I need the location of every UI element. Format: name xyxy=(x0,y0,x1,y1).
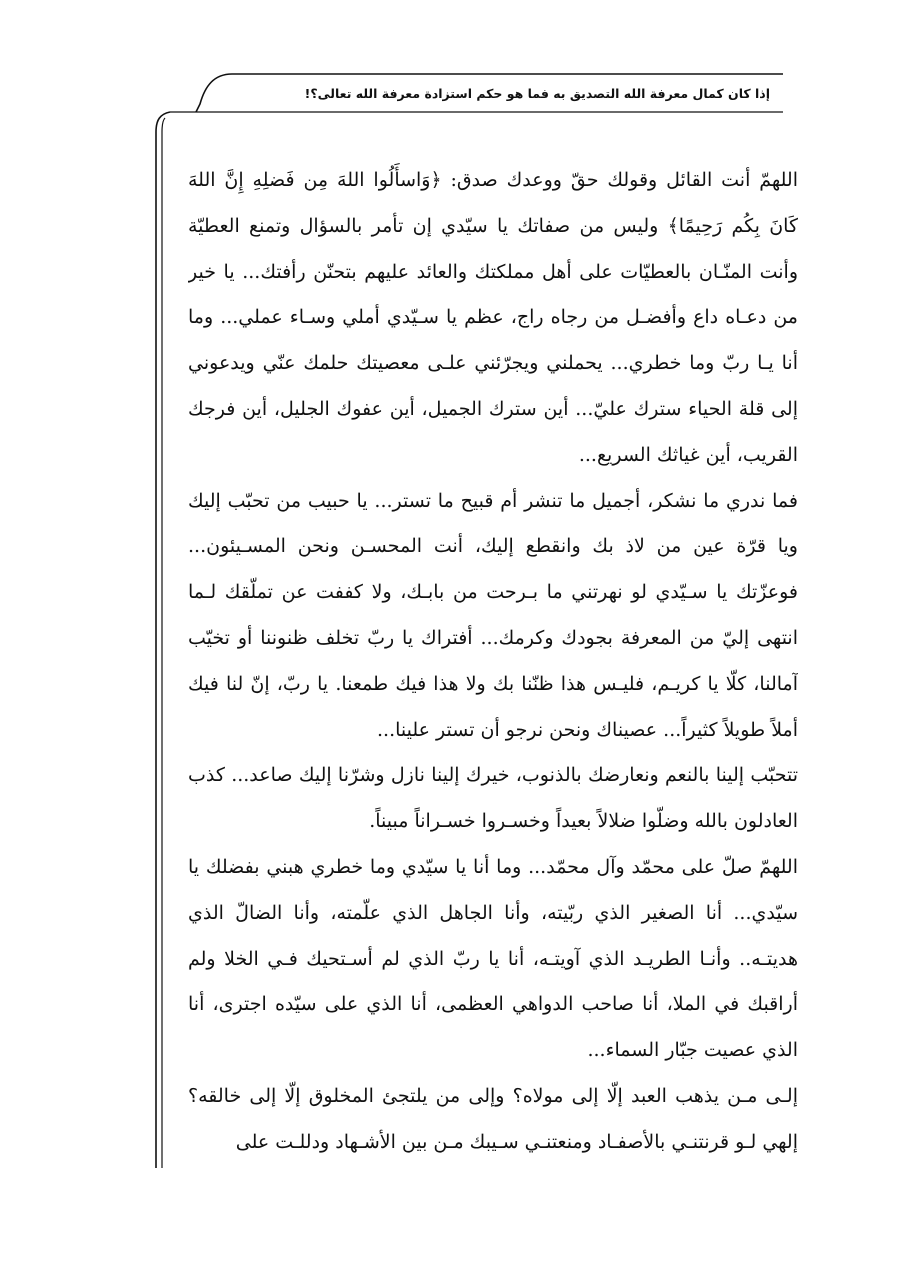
paragraph-4: اللهمّ صلّ على محمّد وآل محمّد... وما أنا يا سيّدي وما خطري هبني بفضلك يا سيّدي... أنا الصغير الذي ربّيته، وأنا الجاهل الذي علّمته، وأنا الضالّ الذي هديتـه.. وأنـا الطريـد الذي آويتـه، أنا يا ربّ الذي لم أسـتحيك فـي الخلا ولم أراقبك في الملا، أنا صاحب الدواهي العظمى، أنا الذي على سيّده اجترى، أنا الذي عصيت جبّار السماء... xyxy=(188,855,798,1062)
paragraph-1-opening: اللهمّ أنت القائل وقولك حقّ ووعدك صدق: xyxy=(441,169,798,191)
running-header: إذا كان كمال معرفة الله التصديق به فما هو حكم استزادة معرفة الله تعالى؟! xyxy=(304,86,770,101)
paragraph-1 xyxy=(188,158,798,479)
main-text xyxy=(188,158,798,1158)
paragraph-2: فما ندري ما نشكر، أجميل ما تنشر أم قبيح ما تستر... يا حبيب من تحبّب إليك ويا قرّة عين من لاذ بك وانقطع إليك، أنت المحسـن ونحن المسـيئون... فوعزّتك يا سـيّدي لو نهرتني ما بـرحت من بابـك، ولا كففت عن تملّقك لـما انتهى إليّ من المعرفة بجودك وكرمك... أفتراك يا ربّ تخلف ظنوننا أو تخيّب آمالنا، كلّا يا كريـم، فليـس هذا ظنّنا بك ولا هذا فيك طمعنا. يا ربّ، إنّ لنا فيك أملاً طويلاً كثيراً... عصيناك ونحن نرجو أن تستر علينا... xyxy=(188,489,798,741)
paragraph-1-continuation: وليس من صفاتك يا سيّدي إن تأمر بالسؤال وتمنع العطيّة وأنت المنّـان بالعطيّات على أهل مملكتك والعائد عليهم بتحنّن رأفتك... يا خير من دعـاه داع وأفضـل من رجاه راج، عظم يا سـيّدي أملي وسـاء عملي... وما أنا يـا ربّ وما خطري... يحملني ويجرّئني علـى معصيتك حلمك عنّي ويدعوني إلى قلة الحياء سترك عليّ... أين سترك الجميل، أين عفوك الجليل، أين فرجك القريب، أين غياثك السريع... xyxy=(188,214,798,466)
paragraph-5: إلـى مـن يذهب العبد إلّا إلى مولاه؟ وإلى من يلتجئ المخلوق إلّا إلى خالقه؟ إلهي لـو قرنتنـي بالأصفـاد ومنعتنـي سـيبك مـن بين الأشـهاد ودللـت على xyxy=(188,1084,798,1153)
quran-verse: ﴿وَاسأَلُوا اللهَ مِن فَضلِهِ إِنَّ اللهَ كَانَ بِكُم رَحِيمًا﴾ xyxy=(188,169,798,237)
paragraph-3: تتحبّب إلينا بالنعم ونعارضك بالذنوب، خيرك إلينا نازل وشرّنا إليك صاعد... كذب العادلون بالله وضلّوا ضلالاً بعيداً وخسـروا خسـراناً مبيناً. xyxy=(188,764,798,833)
